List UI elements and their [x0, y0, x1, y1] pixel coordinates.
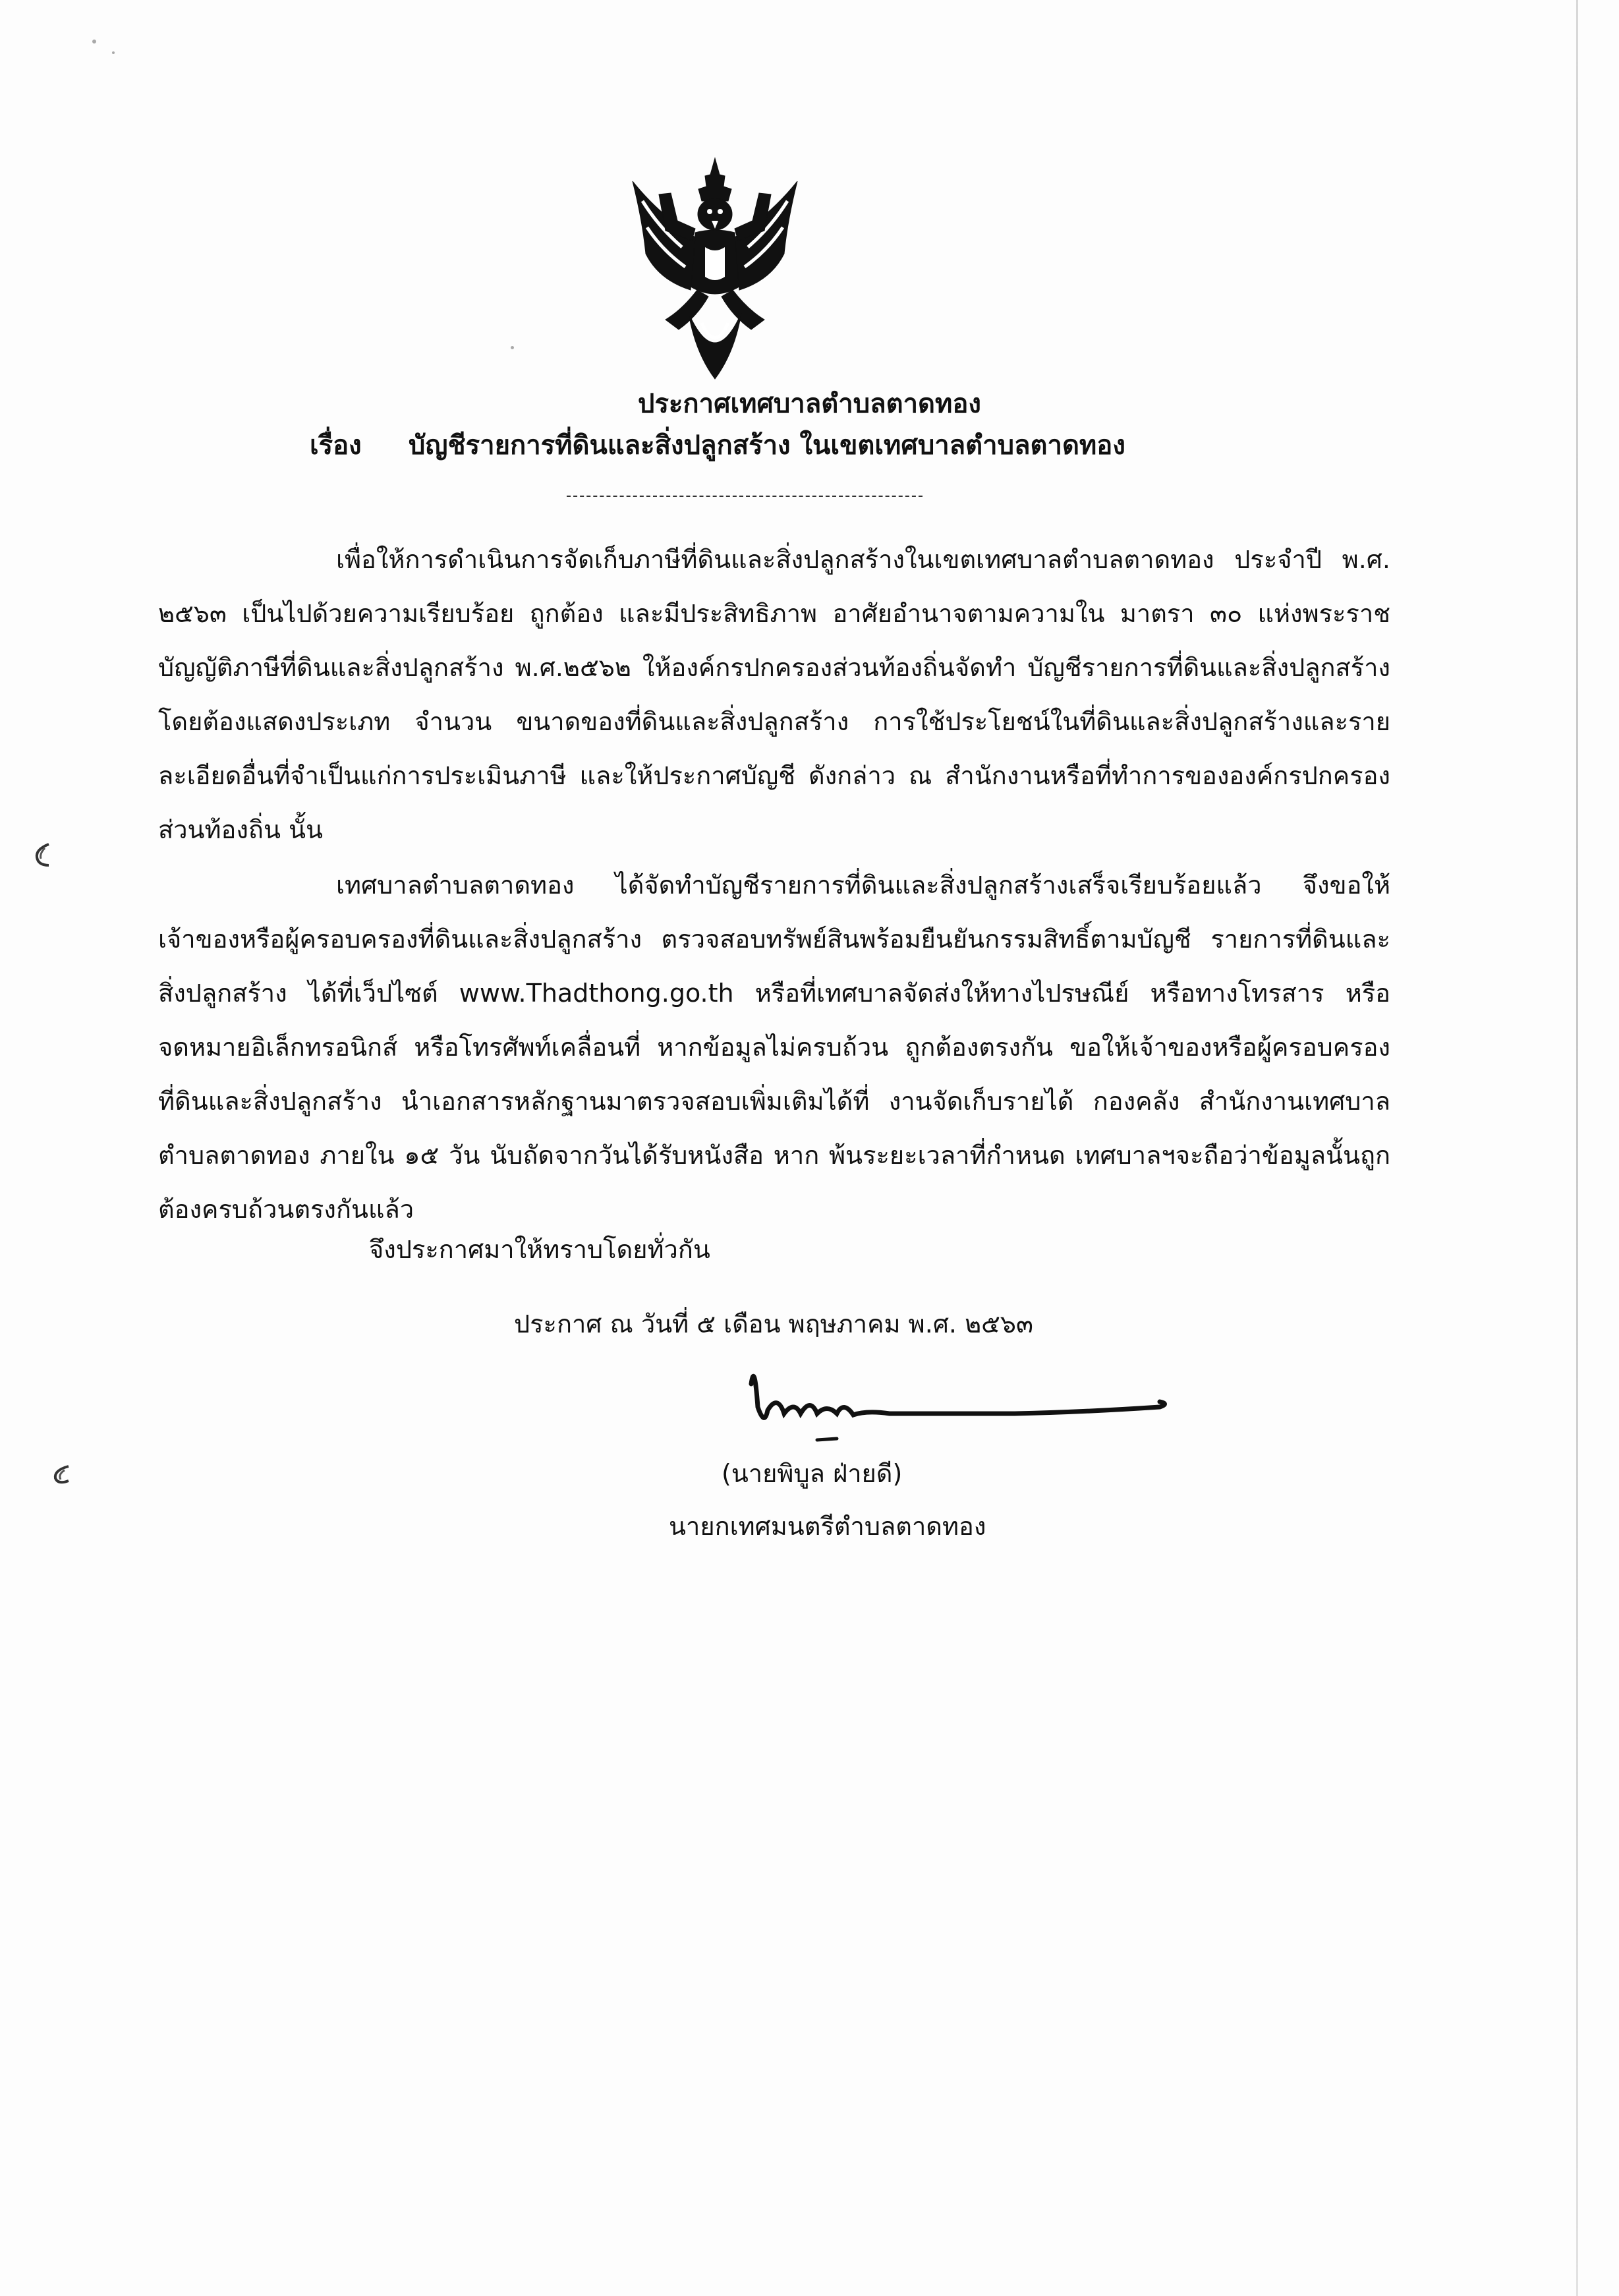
- garuda-emblem-icon: [619, 155, 810, 382]
- scan-speck: [92, 40, 96, 43]
- dashed-divider: [567, 496, 923, 497]
- signer-title: นายกเทศมนตรีตำบลตาดทอง: [669, 1512, 986, 1541]
- paragraph-2: [158, 858, 1390, 1236]
- notice-subject: [310, 424, 1125, 466]
- signature-icon: [738, 1348, 1173, 1460]
- notice-title: ประกาศเทศบาลตำบลตาดทอง: [638, 389, 981, 419]
- announcement-date: ประกาศ ณ วันที่ ๕ เดือน พฤษภาคม พ.ศ. ๒๕๖๓: [514, 1309, 1033, 1338]
- paragraph-1-text: เพื่อให้การดำเนินการจัดเก็บภาษีที่ดินและสิ่งปลูกสร้างในเขตเทศบาลตำบลตาดทอง ประจำปี พ.ศ. ๒๕๖๓ เป็นไปด้วยความเรียบร้อย ถูกต้อง และมีประสิทธิภาพ อาศัยอำนาจตามความใน มาตรา ๓๐ แห่งพระราชบัญญัติภาษีที่ดินและสิ่งปลูกสร้าง พ.ศ.๒๕๖๒ ให้องค์กรปกครองส่วนท้องถิ่นจัดทำ บัญชีรายการที่ดินและสิ่งปลูกสร้าง โดยต้องแสดงประเภท จำนวน ขนาดของที่ดินและสิ่งปลูกสร้าง การใช้ประโยชน์ในที่ดินและสิ่งปลูกสร้างและรายละเอียดอื่นที่จำเป็นแก่การประเมินภาษี และให้ประกาศบัญชี ดังกล่าว ณ สำนักงานหรือที่ทำการขององค์กรปกครองส่วนท้องถิ่น นั้น: [158, 545, 1390, 844]
- closing-line: จึงประกาศมาให้ทราบโดยทั่วกัน: [369, 1235, 710, 1264]
- scan-edge-line: [1576, 0, 1578, 2296]
- subject-label: เรื่อง: [310, 430, 362, 461]
- punch-hole-mark-icon: [32, 840, 54, 869]
- paragraph-1: [158, 532, 1390, 857]
- paragraph-2-text: เทศบาลตำบลตาดทอง ได้จัดทำบัญชีรายการที่ดินและสิ่งปลูกสร้างเสร็จเรียบร้อยแล้ว จึงขอให้เจ้าของหรือผู้ครอบครองที่ดินและสิ่งปลูกสร้าง ตรวจสอบทรัพย์สินพร้อมยืนยันกรรมสิทธิ์ตามบัญชี รายการที่ดินและสิ่งปลูกสร้าง ได้ที่เว็ปไซต์ www.Thadthong.go.th หรือที่เทศบาลจัดส่งให้ทางไปรษณีย์ หรือทางโทรสาร หรือจดหมายอิเล็กทรอนิกส์ หรือโทรศัพท์เคลื่อนที่ หากข้อมูลไม่ครบถ้วน ถูกต้องตรงกัน ขอให้เจ้าของหรือผู้ครอบครองที่ดินและสิ่งปลูกสร้าง นำเอกสารหลักฐานมาตรวจสอบเพิ่มเติมได้ที่ งานจัดเก็บรายได้ กองคลัง สำนักงานเทศบาลตำบลตาดทอง ภายใน ๑๕ วัน นับถัดจากวันได้รับหนังสือ หาก พ้นระยะเวลาที่กำหนด เทศบาลฯจะถือว่าข้อมูลนั้นถูกต้องครบถ้วนตรงกันแล้ว: [158, 871, 1390, 1224]
- punch-hole-mark-icon: [50, 1460, 72, 1489]
- subject-text: บัญชีรายการที่ดินและสิ่งปลูกสร้าง ในเขตเทศบาลตำบลตาดทอง: [409, 430, 1125, 461]
- signer-name: (นายพิบูล ฝ่ายดี): [722, 1459, 903, 1488]
- scan-speck: [511, 346, 514, 349]
- scan-speck: [112, 51, 115, 54]
